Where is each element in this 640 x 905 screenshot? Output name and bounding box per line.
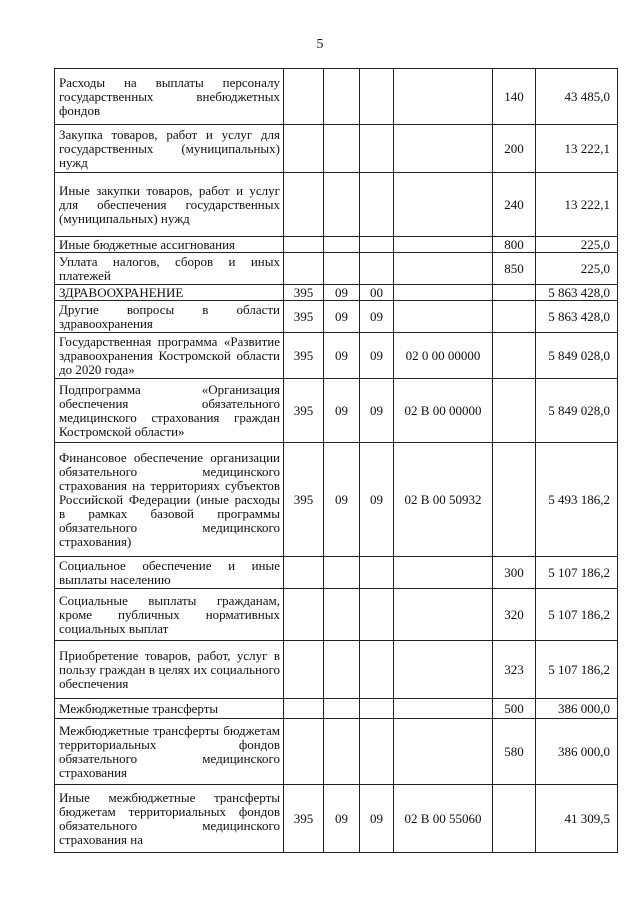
row-section: 09 bbox=[324, 785, 360, 853]
row-name: Социальное обеспечение и иные выплаты населению bbox=[55, 557, 284, 589]
table-row bbox=[55, 237, 618, 253]
row-name: Иные бюджетные ассигнования bbox=[55, 237, 284, 253]
row-subsection: 09 bbox=[360, 301, 394, 333]
row-target-article bbox=[394, 69, 493, 125]
row-target-article bbox=[394, 699, 493, 719]
row-name: Приобретение товаров, работ, услуг в пользу граждан в целях их социального обеспечения bbox=[55, 641, 284, 699]
row-expense-type: 850 bbox=[493, 253, 536, 285]
row-expense-type: 580 bbox=[493, 719, 536, 785]
row-target-article bbox=[394, 125, 493, 173]
row-expense-type bbox=[493, 301, 536, 333]
row-subsection bbox=[360, 557, 394, 589]
table-row bbox=[55, 641, 618, 699]
table-row bbox=[55, 125, 618, 173]
row-name: ЗДРАВООХРАНЕНИЕ bbox=[55, 285, 284, 301]
row-admin-code bbox=[284, 719, 324, 785]
table-row bbox=[55, 173, 618, 237]
row-expense-type: 240 bbox=[493, 173, 536, 237]
row-section bbox=[324, 641, 360, 699]
row-expense-type: 320 bbox=[493, 589, 536, 641]
row-expense-type: 500 bbox=[493, 699, 536, 719]
row-name: Социальные выплаты гражданам, кроме публичных нормативных социальных выплат bbox=[55, 589, 284, 641]
table-row bbox=[55, 333, 618, 379]
row-subsection: 09 bbox=[360, 443, 394, 557]
row-target-article bbox=[394, 301, 493, 333]
row-section: 09 bbox=[324, 333, 360, 379]
row-name: Закупка товаров, работ и услуг для государственных (муниципальных) нужд bbox=[55, 125, 284, 173]
row-section bbox=[324, 253, 360, 285]
table-row bbox=[55, 785, 618, 853]
row-admin-code bbox=[284, 173, 324, 237]
row-amount: 5 849 028,0 bbox=[536, 333, 618, 379]
row-section bbox=[324, 699, 360, 719]
row-name: Подпрограмма «Организация обеспечения обязательного медицинского страхования граждан Костромской области» bbox=[55, 379, 284, 443]
row-admin-code bbox=[284, 125, 324, 173]
budget-table bbox=[54, 68, 618, 853]
row-name: Межбюджетные трансферты бюджетам территориальных фондов обязательного медицинского страхования bbox=[55, 719, 284, 785]
row-name: Иные межбюджетные трансферты бюджетам территориальных фондов обязательного медицинского страхования на bbox=[55, 785, 284, 853]
row-section bbox=[324, 719, 360, 785]
row-subsection bbox=[360, 699, 394, 719]
page-number: 5 bbox=[316, 37, 324, 52]
row-admin-code bbox=[284, 557, 324, 589]
row-name: Государственная программа «Развитие здравоохранения Костромской области до 2020 года» bbox=[55, 333, 284, 379]
row-target-article bbox=[394, 173, 493, 237]
row-target-article bbox=[394, 253, 493, 285]
row-amount: 43 485,0 bbox=[536, 69, 618, 125]
row-amount: 5 863 428,0 bbox=[536, 285, 618, 301]
table-row bbox=[55, 589, 618, 641]
row-section: 09 bbox=[324, 379, 360, 443]
row-target-article bbox=[394, 285, 493, 301]
table-row bbox=[55, 557, 618, 589]
table-row bbox=[55, 301, 618, 333]
row-expense-type: 323 bbox=[493, 641, 536, 699]
row-name: Финансовое обеспечение организации обязательного медицинского страхования на территориях субъектов Российской Федерации (иные расходы в рамках базовой программы обязательного медицинского страхования) bbox=[55, 443, 284, 557]
row-admin-code bbox=[284, 253, 324, 285]
row-target-article bbox=[394, 641, 493, 699]
row-target-article bbox=[394, 719, 493, 785]
row-expense-type: 300 bbox=[493, 557, 536, 589]
row-target-article bbox=[394, 237, 493, 253]
row-admin-code: 395 bbox=[284, 285, 324, 301]
row-expense-type: 800 bbox=[493, 237, 536, 253]
row-expense-type: 200 bbox=[493, 125, 536, 173]
row-target-article: 02 В 00 00000 bbox=[394, 379, 493, 443]
row-section bbox=[324, 237, 360, 253]
row-name: Иные закупки товаров, работ и услуг для обеспечения государственных (муниципальных) нужд bbox=[55, 173, 284, 237]
row-subsection: 09 bbox=[360, 333, 394, 379]
row-admin-code bbox=[284, 699, 324, 719]
table-row bbox=[55, 719, 618, 785]
row-amount: 13 222,1 bbox=[536, 125, 618, 173]
row-subsection bbox=[360, 69, 394, 125]
row-admin-code: 395 bbox=[284, 301, 324, 333]
row-section: 09 bbox=[324, 443, 360, 557]
row-subsection: 09 bbox=[360, 785, 394, 853]
row-amount: 5 107 186,2 bbox=[536, 557, 618, 589]
row-subsection bbox=[360, 589, 394, 641]
row-subsection: 00 bbox=[360, 285, 394, 301]
row-subsection bbox=[360, 719, 394, 785]
row-amount: 5 849 028,0 bbox=[536, 379, 618, 443]
row-admin-code bbox=[284, 589, 324, 641]
row-admin-code bbox=[284, 69, 324, 125]
row-amount: 5 107 186,2 bbox=[536, 589, 618, 641]
row-name: Другие вопросы в области здравоохранения bbox=[55, 301, 284, 333]
row-subsection bbox=[360, 641, 394, 699]
row-section bbox=[324, 69, 360, 125]
row-amount: 13 222,1 bbox=[536, 173, 618, 237]
row-section bbox=[324, 125, 360, 173]
row-target-article bbox=[394, 589, 493, 641]
row-section bbox=[324, 557, 360, 589]
row-amount: 386 000,0 bbox=[536, 699, 618, 719]
row-amount: 5 863 428,0 bbox=[536, 301, 618, 333]
row-target-article: 02 0 00 00000 bbox=[394, 333, 493, 379]
row-amount: 5 493 186,2 bbox=[536, 443, 618, 557]
row-subsection bbox=[360, 237, 394, 253]
row-target-article: 02 В 00 55060 bbox=[394, 785, 493, 853]
row-expense-type bbox=[493, 379, 536, 443]
table-row bbox=[55, 69, 618, 125]
row-section bbox=[324, 173, 360, 237]
row-subsection bbox=[360, 125, 394, 173]
row-amount: 225,0 bbox=[536, 253, 618, 285]
row-section bbox=[324, 589, 360, 641]
row-admin-code: 395 bbox=[284, 379, 324, 443]
row-admin-code bbox=[284, 237, 324, 253]
row-section: 09 bbox=[324, 301, 360, 333]
row-admin-code bbox=[284, 641, 324, 699]
row-expense-type bbox=[493, 333, 536, 379]
row-name: Межбюджетные трансферты bbox=[55, 699, 284, 719]
table-row bbox=[55, 253, 618, 285]
row-target-article: 02 В 00 50932 bbox=[394, 443, 493, 557]
row-subsection: 09 bbox=[360, 379, 394, 443]
row-admin-code: 395 bbox=[284, 785, 324, 853]
row-expense-type bbox=[493, 785, 536, 853]
row-name: Уплата налогов, сборов и иных платежей bbox=[55, 253, 284, 285]
row-expense-type: 140 bbox=[493, 69, 536, 125]
row-expense-type bbox=[493, 443, 536, 557]
table-row bbox=[55, 285, 618, 301]
row-target-article bbox=[394, 557, 493, 589]
row-amount: 5 107 186,2 bbox=[536, 641, 618, 699]
row-admin-code: 395 bbox=[284, 443, 324, 557]
row-amount: 41 309,5 bbox=[536, 785, 618, 853]
row-expense-type bbox=[493, 285, 536, 301]
table-row bbox=[55, 699, 618, 719]
row-name: Расходы на выплаты персоналу государственных внебюджетных фондов bbox=[55, 69, 284, 125]
row-admin-code: 395 bbox=[284, 333, 324, 379]
row-section: 09 bbox=[324, 285, 360, 301]
table-row bbox=[55, 443, 618, 557]
row-subsection bbox=[360, 253, 394, 285]
table-row bbox=[55, 379, 618, 443]
row-subsection bbox=[360, 173, 394, 237]
row-amount: 386 000,0 bbox=[536, 719, 618, 785]
row-amount: 225,0 bbox=[536, 237, 618, 253]
